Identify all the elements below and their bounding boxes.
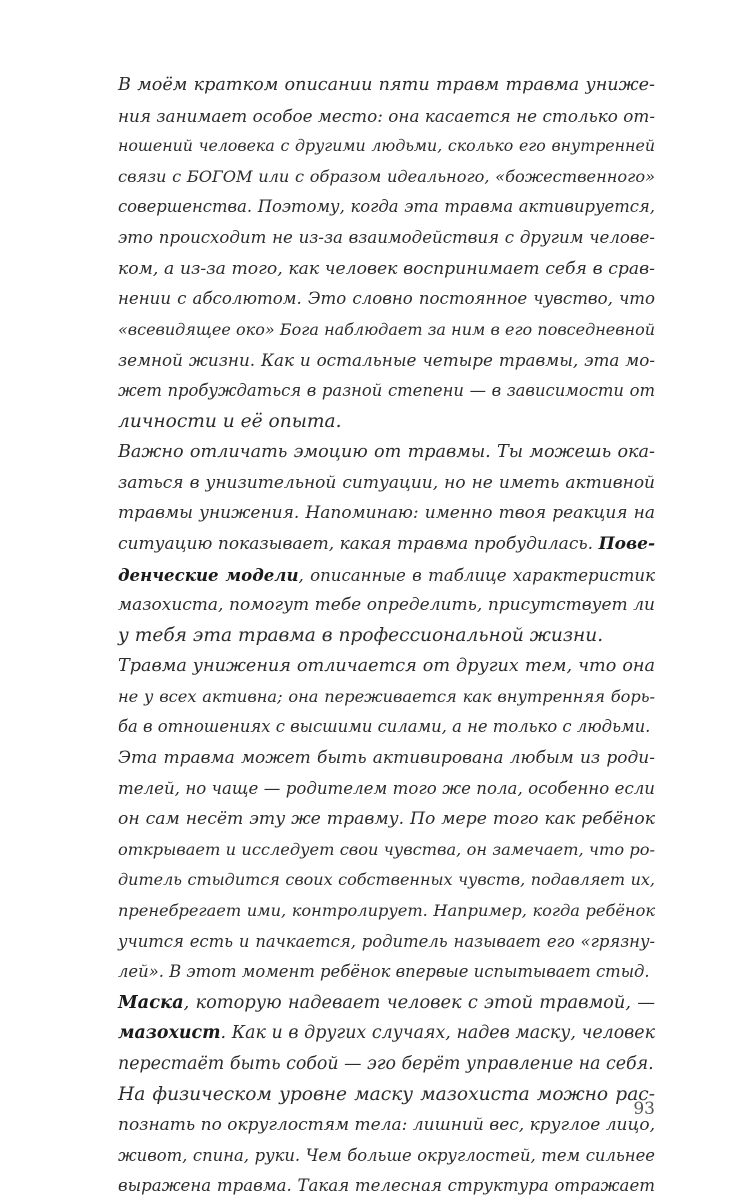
text-fragment: , которую надевает человек с этой травмой, —	[183, 991, 655, 1013]
text-line: земной жизни. Как и остальные четыре травмы, эта мо-	[118, 350, 655, 371]
text-line: учится есть и пачкается, родитель называет его «грязну-	[118, 931, 655, 951]
text-line: Эта травма может быть активирована любым из роди-	[118, 748, 655, 769]
text-line: ношений человека с другими людьми, сколько его внутренней	[118, 136, 655, 156]
text-line-mixed	[118, 1018, 655, 1049]
text-line: перестаёт быть собой — эго берёт управление на себя.	[118, 1054, 654, 1074]
text-fragment: , описанные в таблице характеристик	[298, 565, 655, 585]
text-line: совершенства. Поэтому, когда эта травма активируется,	[118, 197, 655, 217]
bold-term-mask: Маска	[118, 991, 184, 1013]
paragraph-2	[118, 437, 655, 651]
text-line: нении с абсолютом. Это словно постоянное чувство, что	[118, 289, 655, 309]
text-line-mixed	[118, 988, 655, 1019]
text-line: ком, а из-за того, как человек воспринимает себя в срав-	[118, 258, 655, 279]
bold-term-masochist: мазохист	[118, 1023, 221, 1044]
text-line: телей, но чаще — родителем того же пола, особенно если	[118, 778, 655, 798]
text-line: открывает и исследует свои чувства, он замечает, что ро-	[118, 839, 655, 859]
paragraph-3	[118, 651, 655, 743]
paragraph-1	[118, 70, 655, 437]
text-line: у тебя эта травма в профессиональной жизни.	[118, 624, 604, 646]
text-line: ба в отношениях с высшими силами, а не только с людьми.	[118, 717, 651, 737]
text-fragment: ситуацию показывает, какая травма пробудилась.	[118, 533, 594, 554]
paragraph-5	[118, 988, 655, 1080]
text-line: жет пробуждаться в разной степени — в зависимости от	[118, 380, 655, 400]
text-line: В моём кратком описании пяти травм травма униже-	[118, 75, 655, 95]
text-line: выражена травма. Такая телесная структура отражает	[118, 1176, 655, 1196]
text-line: Важно отличать эмоцию от травмы. Ты можешь ока-	[118, 442, 655, 463]
text-line: он сам несёт эту же травму. По мере того как ребёнок	[118, 809, 655, 830]
bold-term: Пове-	[598, 533, 655, 554]
text-line: пренебрегает ими, контролирует. Например, когда ребёнок	[118, 901, 655, 921]
text-line: заться в унизительной ситуации, но не иметь активной	[118, 472, 655, 493]
paragraph-4	[118, 743, 655, 988]
page-body	[118, 70, 655, 1202]
text-line-mixed	[118, 529, 655, 560]
text-line: это происходит не из-за взаимодействия с другим челове-	[118, 227, 655, 247]
text-line: дитель стыдится своих собственных чувств, подавляет их,	[118, 870, 655, 890]
text-line-mixed	[118, 560, 655, 591]
text-line: личности и её опыта.	[118, 410, 342, 432]
text-line: лей». В этот момент ребёнок впервые испытывает стыд.	[118, 962, 650, 982]
page-number: 93	[633, 1099, 655, 1119]
text-fragment: . Как и в других случаях, надев маску, человек	[220, 1023, 655, 1044]
text-line: травмы унижения. Напоминаю: именно твоя реакция на	[118, 503, 655, 524]
text-line: ния занимает особое место: она касается не столько от-	[118, 105, 655, 126]
bold-term: денческие модели	[118, 564, 299, 585]
text-line: связи с БОГОМ или с образом идеального, «божественного»	[118, 166, 655, 186]
text-line: живот, спина, руки. Чем больше округлостей, тем сильнее	[118, 1145, 655, 1165]
text-line: познать по округлостям тела: лишний вес, круглое лицо,	[118, 1115, 655, 1136]
text-line: На физическом уровне маску мазохиста можно рас-	[118, 1083, 655, 1105]
paragraph-6	[118, 1080, 655, 1202]
text-line: мазохиста, помогут тебе определить, присутствует ли	[118, 595, 655, 616]
text-line: Травма унижения отличается от других тем, что она	[118, 656, 655, 677]
text-line: «всевидящее око» Бога наблюдает за ним в его повседневной	[118, 319, 655, 339]
text-line: не у всех активна; она переживается как внутренняя борь-	[118, 686, 655, 706]
